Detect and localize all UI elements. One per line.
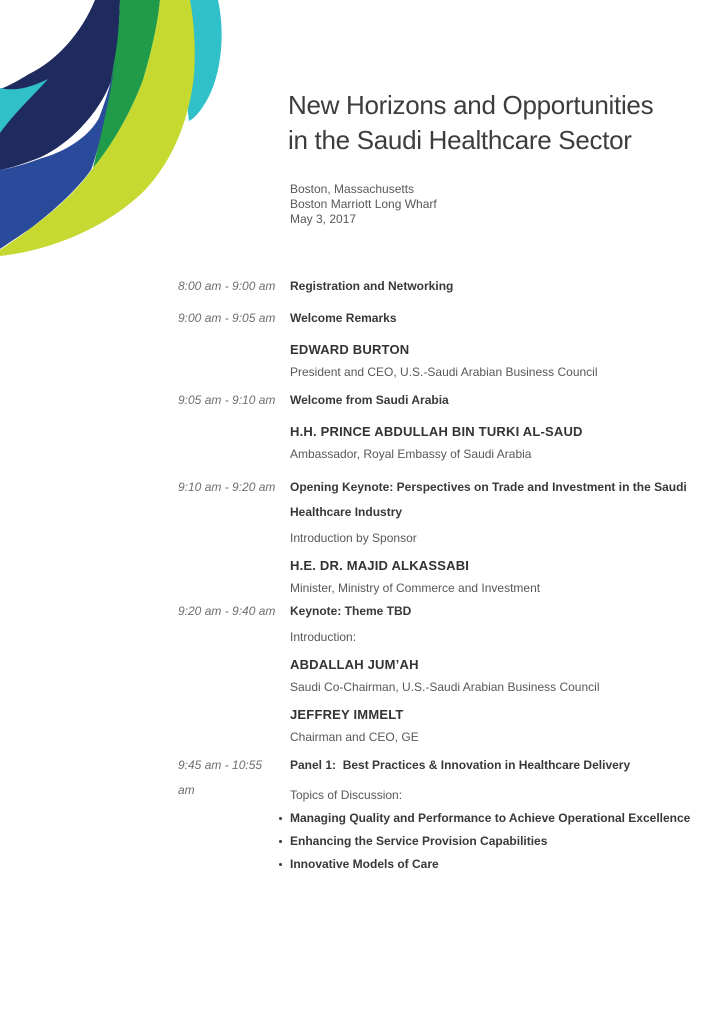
session-time: 9:20 am - 9:40 am	[178, 604, 276, 618]
venue-city: Boston, Massachusetts	[290, 182, 415, 196]
speaker-block	[290, 656, 718, 696]
session-time: 9:00 am - 9:05 am	[178, 311, 276, 325]
speaker-role: Chairman and CEO, GE	[290, 730, 419, 744]
bullet-icon	[279, 817, 282, 820]
page-title	[288, 88, 653, 158]
session-content	[290, 599, 718, 746]
speaker-role: Minister, Ministry of Commerce and Investment	[290, 581, 541, 595]
session-title: Opening Keynote: Perspectives on Trade and Investment in the Saudi Healthcare Industry	[290, 480, 691, 519]
speaker-name: ABDALLAH JUM’AH	[290, 657, 419, 672]
speaker-block	[290, 706, 718, 746]
schedule-row	[178, 599, 718, 746]
page-title-line2: in the Saudi Healthcare Sector	[288, 125, 632, 155]
swoosh-logo	[0, 0, 230, 270]
session-time: 8:00 am - 9:00 am	[178, 279, 276, 293]
session-intro-label: Introduction:	[290, 630, 357, 644]
session-time: 9:10 am - 9:20 am	[178, 480, 276, 494]
speaker-name: H.E. DR. MAJID ALKASSABI	[290, 558, 470, 573]
topic-text: Enhancing the Service Provision Capabilities	[290, 834, 548, 848]
topic-text: Managing Quality and Performance to Achieve Operational Excellence	[290, 811, 691, 825]
topic-item	[290, 833, 718, 850]
session-title: Panel 1: Best Practices & Innovation in Healthcare Delivery	[290, 758, 631, 772]
speaker-block	[290, 341, 718, 381]
schedule-row	[178, 475, 718, 597]
topics-label: Topics of Discussion:	[290, 788, 403, 802]
session-title: Registration and Networking	[290, 279, 454, 293]
session-content	[290, 753, 718, 873]
session-content	[290, 274, 718, 299]
topic-text: Innovative Models of Care	[290, 857, 439, 871]
venue-name: Boston Marriott Long Wharf	[290, 197, 437, 211]
schedule-row	[178, 306, 718, 381]
session-title: Welcome from Saudi Arabia	[290, 393, 449, 407]
page-title-line1: New Horizons and Opportunities	[288, 90, 654, 120]
session-content	[290, 388, 718, 463]
venue-block	[290, 182, 437, 227]
speaker-block	[290, 557, 718, 597]
speaker-name: EDWARD BURTON	[290, 342, 410, 357]
session-time: 9:45 am - 10:55 am	[178, 758, 263, 797]
session-content	[290, 306, 718, 381]
session-time: 9:05 am - 9:10 am	[178, 393, 276, 407]
speaker-name: H.H. PRINCE ABDULLAH BIN TURKI AL-SAUD	[290, 424, 583, 439]
session-title: Keynote: Theme TBD	[290, 604, 412, 618]
speaker-role: Saudi Co-Chairman, U.S.-Saudi Arabian Business Council	[290, 680, 600, 694]
schedule-row	[178, 753, 718, 873]
schedule-row	[178, 388, 718, 463]
topic-item	[290, 856, 718, 873]
speaker-block	[290, 423, 718, 463]
venue-date: May 3, 2017	[290, 212, 357, 226]
bullet-icon	[279, 863, 282, 866]
speaker-name: JEFFREY IMMELT	[290, 707, 404, 722]
speaker-role: President and CEO, U.S.-Saudi Arabian Business Council	[290, 365, 598, 379]
schedule-row	[178, 274, 718, 299]
speaker-role: Ambassador, Royal Embassy of Saudi Arabia	[290, 447, 532, 461]
session-intro-label: Introduction by Sponsor	[290, 531, 417, 545]
session-content	[290, 475, 718, 597]
session-title: Welcome Remarks	[290, 311, 397, 325]
bullet-icon	[279, 840, 282, 843]
topic-item	[290, 810, 718, 827]
